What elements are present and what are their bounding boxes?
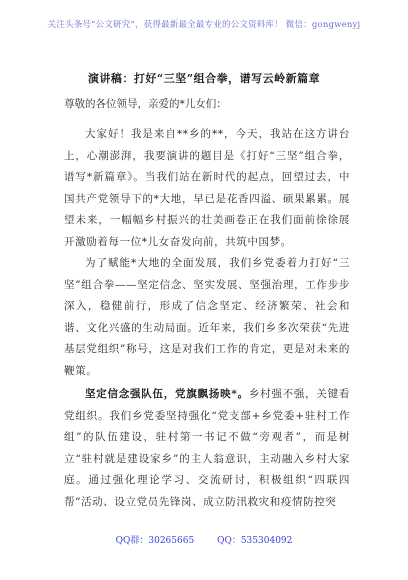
paragraph-section-belief [64,384,350,513]
header-banner: 关注头条号“公文研究”，获得最新最全最专业的公文资料库！ 微信：gongwenyj [47,20,361,30]
footer-contact [0,533,408,546]
salutation: 尊敬的各位领导，亲爱的*儿女们： [64,98,227,110]
document-title: 演讲稿：打好“三坚”组合拳，谱写云岭新篇章 [87,72,321,85]
section-heading: 坚定信念强队伍，党旗飘扬映*。 [85,388,249,400]
paragraph-three-firm: 为了赋能*大地的全面发展，我们乡党委着力打好“三坚”组合拳——坚定信念、坚实发展、坚强治理，工作步步深入，稳健前行，形成了信念坚定、经济繁荣、社会和谐、文化兴盛的生动局面。近年来，我们乡多次荣获“先进基层党组织”称号，这是对我们工作的肯定，更是对未来的鞭策。 [64,257,350,377]
qq-number: QQ：535304092 [217,536,293,546]
qq-group-number: QQ群：30265665 [115,536,195,546]
paragraph-intro: 大家好！我是来自**乡的**，今天，我站在这方讲台上，心潮澎湃，我要演讲的题目是《打好“三坚”组合拳，谱写*新篇章》。当我们站在新时代的起点，回望过去，中国共产党领导下的*大地，早已是花香四溢、硕果累累。展望未来，一幅幅乡村振兴的壮美画卷正在我们面前徐徐展开激励着每一位*儿女奋发向前，共筑中国梦。 [64,128,350,248]
section-body: 乡村强不强，关键看党组织。我们乡党委坚持强化“党支部+乡党委+驻村工作组”的队伍建设，驻村第一书记不做“旁观者”，而是树立“驻村就是建设家乡”的主人翁意识，主动融入乡村大家庭。通过强化理论学习、交流研讨，积极组织“四联四帮”活动、设立党员先锋岗、成立防汛救灾和疫情防控突 [64,388,350,508]
